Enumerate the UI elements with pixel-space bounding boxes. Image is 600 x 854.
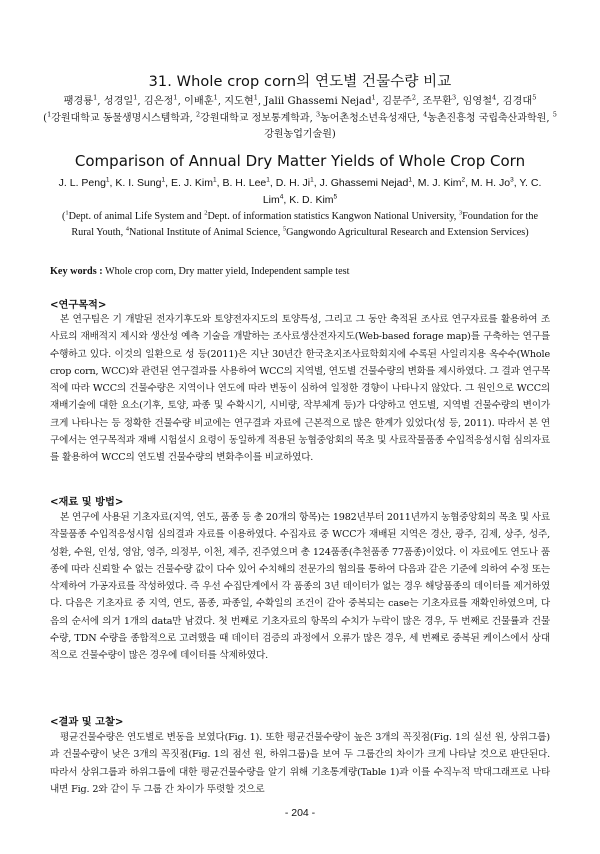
affiliation-text: Dept. of animal Life System and bbox=[68, 211, 205, 222]
author-affiliation-marker: 3 bbox=[510, 176, 514, 184]
author-name: J. Ghassemi Nejad bbox=[319, 177, 409, 189]
author-name: D. H. Ji bbox=[275, 177, 311, 189]
page-number: - 204 - bbox=[284, 807, 316, 819]
affiliation-marker: 2 bbox=[204, 209, 208, 217]
author-affiliation-marker: 4 bbox=[279, 193, 284, 200]
section-body-purpose: 본 연구팀은 기 개발된 전자기후도와 토양전자지도의 토양특성, 그리고 그 동안 축적된 조사료 연구자료를 활용하여 조사료의 재배적지 제시와 생산성 예측 기술을 개발하는 조사료생산전자지도(Web-based forage map)를 구축하는 연구를 수행하고 있다. 이것의 일환으로 성 등(2011)은 지난 30년간 한국초지조사료학회지에 수록된 사일리지용 옥수수(Whole crop corn, WCC)와 관련된 연구결과를 사용하여 WCC의 지역별, 연도별 건물수량의 변화를 제시하였다. 그 결과 연구목적에 따라 WCC의 건물수량은 지역이나 연도에 따라 변동이 심하여 일정한 경향이 나타나지 않았다. 그 원인으로 WCC의 재배기술에 대한 요소(기후, 토양, 파종 및 수확시기, 시비량, 작부체계 등)가 다양하고 연도별, 지역별 건물수량의 변이가 크게 나타나는 등 정확한 건물수량 비교에는 연구결과 자료에 근본적으로 많은 한계가 있었다(성 등, 2011). 따라서 본 연구에서는 연구목적과 재배 시험설시 요령이 동일하게 적용된 농협중앙회의 목초 및 사료작물품종 수입적응성시험 심의자료를 활용하여 WCC의 연도별 건물수량의 변화추이를 비교하였다. bbox=[50, 314, 550, 464]
author-name: 조무환 bbox=[422, 96, 452, 107]
author-affiliation-marker: 1 bbox=[213, 176, 217, 184]
english-affiliations: ($^1$Dept. of animal Life System and $^2$Dept. of information statistics Kangwon National University, $^3$Foundation for the Rural Youth, $^4$National Institute of Animal Science, $^5$Gangwondo Agricultural Research and Extension Services) bbox=[62, 209, 538, 238]
author-affiliation-marker: 2 bbox=[411, 93, 416, 102]
author-name: 김문주 bbox=[382, 96, 412, 107]
affiliation-text: Gangwondo Agricultural Research and Extension Services) bbox=[286, 226, 529, 238]
author-affiliation-marker: 2 bbox=[461, 176, 466, 184]
author-affiliation-marker: 3 bbox=[451, 93, 457, 102]
affiliation-marker: 4 bbox=[423, 110, 428, 119]
author-affiliation-marker: 1 bbox=[371, 93, 376, 102]
author-name: 이배훈 bbox=[184, 96, 214, 107]
affiliation-marker: 1 bbox=[65, 209, 69, 217]
author-affiliation-marker: 1 bbox=[173, 93, 178, 102]
author-name: B. H. Lee bbox=[222, 177, 267, 189]
author-name: 지도현 bbox=[224, 96, 254, 107]
affiliation-marker: 5 bbox=[282, 225, 287, 233]
author-affiliation-marker: 4 bbox=[492, 93, 497, 102]
affiliation-text: 강원대학교 동물생명시스템학과, bbox=[51, 113, 193, 124]
korean-affiliations: ($^1$강원대학교 동물생명시스템학과, $^2$강원대학교 정보통계학과, $^3$농어촌청소년육성재단, $^4$농촌진흥청 국립축산과학원, $^5$강원농업기술원) bbox=[43, 110, 557, 140]
author-name: K. D. Kim bbox=[289, 193, 334, 206]
author-affiliation-marker: 1 bbox=[266, 176, 270, 184]
affiliation-text: Foundation for the Rural Youth, bbox=[71, 211, 538, 238]
author-affiliation-marker: 1 bbox=[133, 93, 138, 102]
author-affiliation-marker: 1 bbox=[213, 93, 218, 102]
author-name: Jalil Ghassemi Nejad bbox=[264, 96, 372, 107]
keywords-text: Whole crop corn, Dry matter yield, Independent sample test bbox=[105, 266, 350, 277]
author-name: 김은정 bbox=[143, 96, 174, 107]
affiliation-text: 농촌진흥청 국립축산과학원, bbox=[427, 113, 550, 124]
affiliation-text: 강원대학교 정보통계학과, bbox=[200, 113, 313, 124]
section-heading-results: <결과 및 고찰> bbox=[50, 717, 124, 728]
affiliation-marker: 3 bbox=[458, 209, 463, 217]
author-name: 팽경룡 bbox=[63, 96, 94, 107]
author-affiliation-marker: 1 bbox=[93, 93, 98, 102]
affiliation-marker: 2 bbox=[196, 110, 201, 119]
affiliation-text: National Institute of Animal Science, bbox=[128, 226, 283, 238]
section-heading-purpose: <연구목적> bbox=[50, 300, 107, 311]
english-title: Comparison of Annual Dry Matter Yields of Whole Crop Corn bbox=[74, 152, 526, 170]
keywords-line bbox=[50, 266, 550, 277]
author-name: J. L. Peng bbox=[58, 177, 106, 189]
author-affiliation-marker: 1 bbox=[253, 93, 258, 102]
author-name: 김경대 bbox=[502, 96, 533, 107]
author-affiliation-marker: 5 bbox=[532, 93, 537, 102]
korean-authors: 팽경룡$^1$, 성경일$^1$, 김은정$^1$, 이배훈$^1$, 지도현$^1$, Jalil Ghassemi Nejad$^1$, 김문주$^2$, 조무환$^3$, 임영철$^4$, 김경대$^5$ bbox=[63, 93, 537, 107]
affiliation-text: 강원농업기술원) bbox=[264, 129, 336, 140]
affiliation-text: Dept. of information statistics Kangwon National University, bbox=[207, 211, 459, 222]
affiliation-marker: 1 bbox=[47, 110, 52, 119]
section-body-results: 평균건물수량은 연도별로 변동을 보였다(Fig. 1). 또한 평균건물수량이 높은 3개의 꼭짓점(Fig. 1의 실선 원, 상위그룹)과 건물수량이 낮은 3개의 꼭짓점(Fig. 1의 점선 원, 하위그룹)을 보여 두 그룹간의 차이가 크게 나타날 것으로 판단된다. 따라서 상위그룹과 하위그룹에 대한 평균건물수량을 알기 위해 기초통계량(Table 1)과 이를 수직누적 막대그래프로 나타내면 Fig. 2와 같이 두 그룹 간 차이가 뚜렷할 것으로 bbox=[50, 732, 550, 795]
author-name: Y. C. Lim bbox=[262, 177, 542, 206]
korean-title: 31. Whole crop corn의 연도별 건물수량 비교 bbox=[148, 74, 452, 90]
affiliation-text: 농어촌청소년육성재단, bbox=[320, 113, 420, 124]
keywords-label: Key words : bbox=[50, 266, 103, 277]
author-name: M. H. Jo bbox=[471, 177, 511, 189]
author-name: E. J. Kim bbox=[170, 177, 213, 189]
author-affiliation-marker: 1 bbox=[105, 176, 110, 184]
author-name: 임영철 bbox=[462, 96, 493, 107]
author-affiliation-marker: 1 bbox=[310, 176, 314, 184]
author-affiliation-marker: 1 bbox=[161, 176, 166, 184]
affiliation-marker: 4 bbox=[125, 225, 129, 233]
author-name: K. I. Sung bbox=[115, 177, 162, 189]
author-affiliation-marker: 5 bbox=[333, 193, 338, 200]
author-name: 성경일 bbox=[103, 96, 134, 107]
affiliation-marker: 3 bbox=[315, 110, 321, 119]
author-affiliation-marker: 1 bbox=[408, 176, 412, 184]
english-authors: J. L. Peng$^1$, K. I. Sung$^1$, E. J. Kim$^1$, B. H. Lee$^1$, D. H. Ji$^1$, J. Ghassemi Nejad$^1$, M. J. Kim$^2$, M. H. Jo$^3$, Y. C. Lim$^4$, K. D. Kim$^5$ bbox=[58, 176, 542, 206]
author-name: M. J. Kim bbox=[417, 177, 462, 189]
section-heading-methods: <재료 및 방법> bbox=[50, 497, 124, 508]
affiliation-marker: 5 bbox=[552, 110, 557, 119]
section-body-methods: 본 연구에 사용된 기초자료(지역, 연도, 품종 등 총 20개의 항목)는 1982년부터 2011년까지 농협중앙회의 목초 및 사료작물품종 수입적응성시험 심의결과 자료를 이용하였다. 수집자료 중 WCC가 재배된 지역은 경산, 광주, 김제, 상주, 성주, 성환, 수원, 인성, 영암, 영주, 의정부, 이천, 제주, 진주였으며 총 124품종(추천품종 77품종)이었다. 이 자료에도 연도나 품종에 따라 신뢰할 수 없는 건물수량 값이 다수 있어 수치해의 전문가의 협의를 통하여 다음과 같은 기준에 의하여 수정 또는 삭제하여 가공자료를 작성하였다. 즉 우선 수집단계에서 각 품종의 3년 데이터가 없는 경우 해당품종의 데이터를 제거하였다. 다음은 기초자료 중 지역, 연도, 품종, 파종일, 수확일의 조건이 같아 중복되는 case는 기초자료를 재확인하였으며, 다음의 순서에 의거 1개의 data만 남겼다. 첫 번째로 기초자료의 항목의 수치가 누락이 많은 경우, 두 번째로 건물률과 건물수량, TDN 수량을 종합적으로 고려했을 때 데이터 검증의 과정에서 오류가 많은 경우, 세 번째로 중복된 케이스에서 상대적으로 건물수량이 많은 경우에 데이터를 삭제하였다. bbox=[50, 512, 550, 662]
